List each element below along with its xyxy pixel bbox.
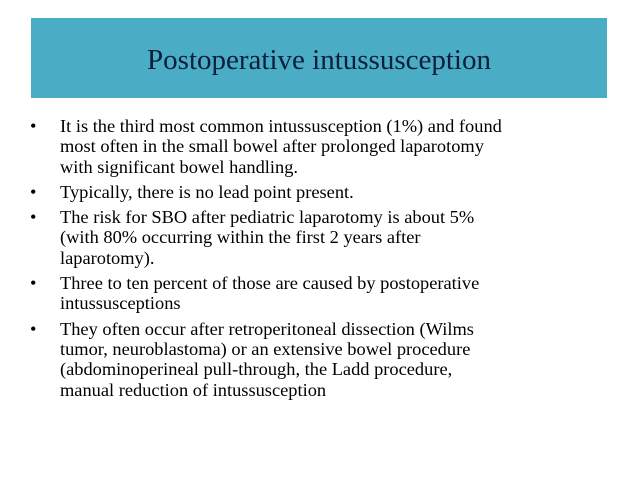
bullet-marker: • xyxy=(30,181,37,202)
bullet-marker: • xyxy=(30,116,37,136)
bullet-item xyxy=(30,182,610,202)
bullet-text: Typically, there is no lead point present. xyxy=(60,181,354,202)
bullet-text: It is the third most common intussusception (1%) and found most often in the small bowel after prolonged laparotomy with significant bowel handling. xyxy=(60,116,502,177)
bullet-text: The risk for SBO after pediatric laparotomy is about 5% (with 80% occurring within the first 2 years after laparotomy). xyxy=(60,207,475,268)
bullet-item xyxy=(30,207,610,268)
bullet-marker: • xyxy=(30,273,37,294)
bullet-text: They often occur after retroperitoneal dissection (Wilms tumor, neuroblastoma) or an extensive bowel procedure (abdominoperineal pull-through, the Ladd procedure, manual reduction of intussusception xyxy=(60,318,474,400)
bullet-item xyxy=(30,273,610,314)
bullet-item xyxy=(30,319,610,400)
bullet-item xyxy=(30,116,610,177)
bullet-marker: • xyxy=(30,318,37,339)
bullet-marker: • xyxy=(30,207,37,228)
title-bar xyxy=(31,18,607,98)
bullet-list xyxy=(30,116,610,405)
slide-title: Postoperative intussusception xyxy=(147,43,491,76)
bullet-text: Three to ten percent of those are caused by postoperative intussusceptions xyxy=(60,273,480,314)
